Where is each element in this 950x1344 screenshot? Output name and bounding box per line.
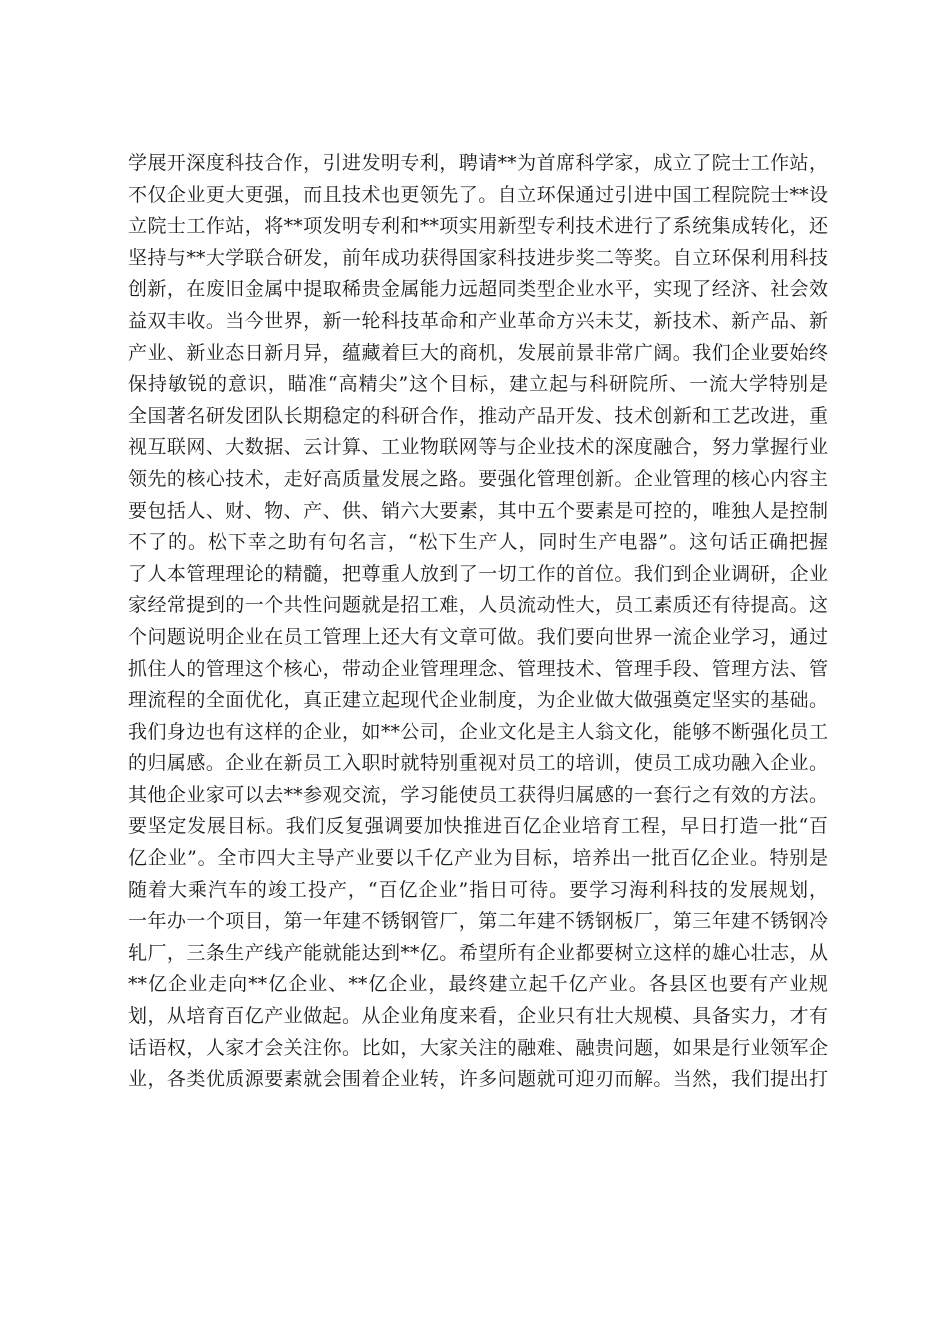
text-line: 不了的。松下幸之助有句名言，“松下生产人，同时生产电器”。这句话正确把握 — [128, 531, 828, 554]
text-line: 立院士工作站，将**项发明专利和**项实用新型专利技术进行了系统集成转化，还 — [128, 215, 828, 238]
text-line: **亿企业走向**亿企业、**亿企业，最终建立起千亿产业。各县区也要有产业规 — [128, 973, 828, 996]
text-line: 要包括人、财、物、产、供、销六大要素，其中五个要素是可控的，唯独人是控制 — [128, 499, 828, 522]
text-line: 划，从培育百亿产业做起。从企业角度来看，企业只有壮大规模、具备实力，才有 — [128, 1005, 828, 1028]
text-line: 不仅企业更大更强，而且技术也更领先了。自立环保通过引进中国工程院院士**设 — [128, 183, 828, 206]
text-line: 要坚定发展目标。我们反复强调要加快推进百亿企业培育工程，早日打造一批“百 — [128, 815, 828, 838]
text-line: 保持敏锐的意识，瞄准“高精尖”这个目标，建立起与科研院所、一流大学特别是 — [128, 373, 828, 396]
text-line: 视互联网、大数据、云计算、工业物联网等与企业技术的深度融合，努力掌握行业 — [128, 436, 828, 459]
text-line: 个问题说明企业在员工管理上还大有文章可做。我们要向世界一流企业学习，通过 — [128, 625, 828, 648]
body-text — [128, 148, 828, 1096]
text-line: 轧厂，三条生产线产能就能达到**亿。希望所有企业都要树立这样的雄心壮志，从 — [128, 941, 828, 964]
text-line: 了人本管理理论的精髓，把尊重人放到了一切工作的首位。我们到企业调研，企业 — [128, 562, 828, 585]
text-line: 领先的核心技术，走好高质量发展之路。要强化管理创新。企业管理的核心内容主 — [128, 467, 828, 490]
text-line: 随着大乘汽车的竣工投产，“百亿企业”指日可待。要学习海利科技的发展规划， — [128, 878, 828, 901]
text-line: 我们身边也有这样的企业，如**公司，企业文化是主人翁文化，能够不断强化员工 — [128, 720, 828, 743]
text-line: 业，各类优质源要素就会围着企业转，许多问题就可迎刃而解。当然，我们提出打 — [128, 1068, 828, 1091]
text-line: 坚持与**大学联合研发，前年成功获得国家科技进步奖二等奖。自立环保利用科技 — [128, 246, 828, 269]
text-line: 全国著名研发团队长期稳定的科研合作，推动产品开发、技术创新和工艺改进，重 — [128, 404, 828, 427]
text-line: 产业、新业态日新月异，蕴藏着巨大的商机，发展前景非常广阔。我们企业要始终 — [128, 341, 828, 364]
text-line: 家经常提到的一个共性问题就是招工难，人员流动性大，员工素质还有待提高。这 — [128, 594, 828, 617]
text-line: 亿企业”。全市四大主导产业要以千亿产业为目标，培养出一批百亿企业。特别是 — [128, 847, 828, 870]
text-line: 益双丰收。当今世界，新一轮科技革命和产业革命方兴未艾，新技术、新产品、新 — [128, 309, 828, 332]
text-line: 学展开深度科技合作，引进发明专利，聘请**为首席科学家，成立了院士工作站， — [128, 152, 828, 174]
text-line: 创新，在废旧金属中提取稀贵金属能力远超同类型企业水平，实现了经济、社会效 — [128, 278, 828, 301]
text-line: 其他企业家可以去**参观交流，学习能使员工获得归属感的一套行之有效的方法。 — [128, 783, 828, 806]
text-line: 话语权，人家才会关注你。比如，大家关注的融难、融贵问题，如果是行业领军企 — [128, 1036, 828, 1059]
text-line: 一年办一个项目，第一年建不锈钢管厂，第二年建不锈钢板厂，第三年建不锈钢冷 — [128, 910, 828, 933]
text-line: 理流程的全面优化，真正建立起现代企业制度，为企业做大做强奠定坚实的基础。 — [128, 689, 828, 712]
text-line: 抓住人的管理这个核心，带动企业管理理念、管理技术、管理手段、管理方法、管 — [128, 657, 828, 680]
text-line: 的归属感。企业在新员工入职时就特别重视对员工的培训，使员工成功融入企业。 — [128, 752, 828, 775]
